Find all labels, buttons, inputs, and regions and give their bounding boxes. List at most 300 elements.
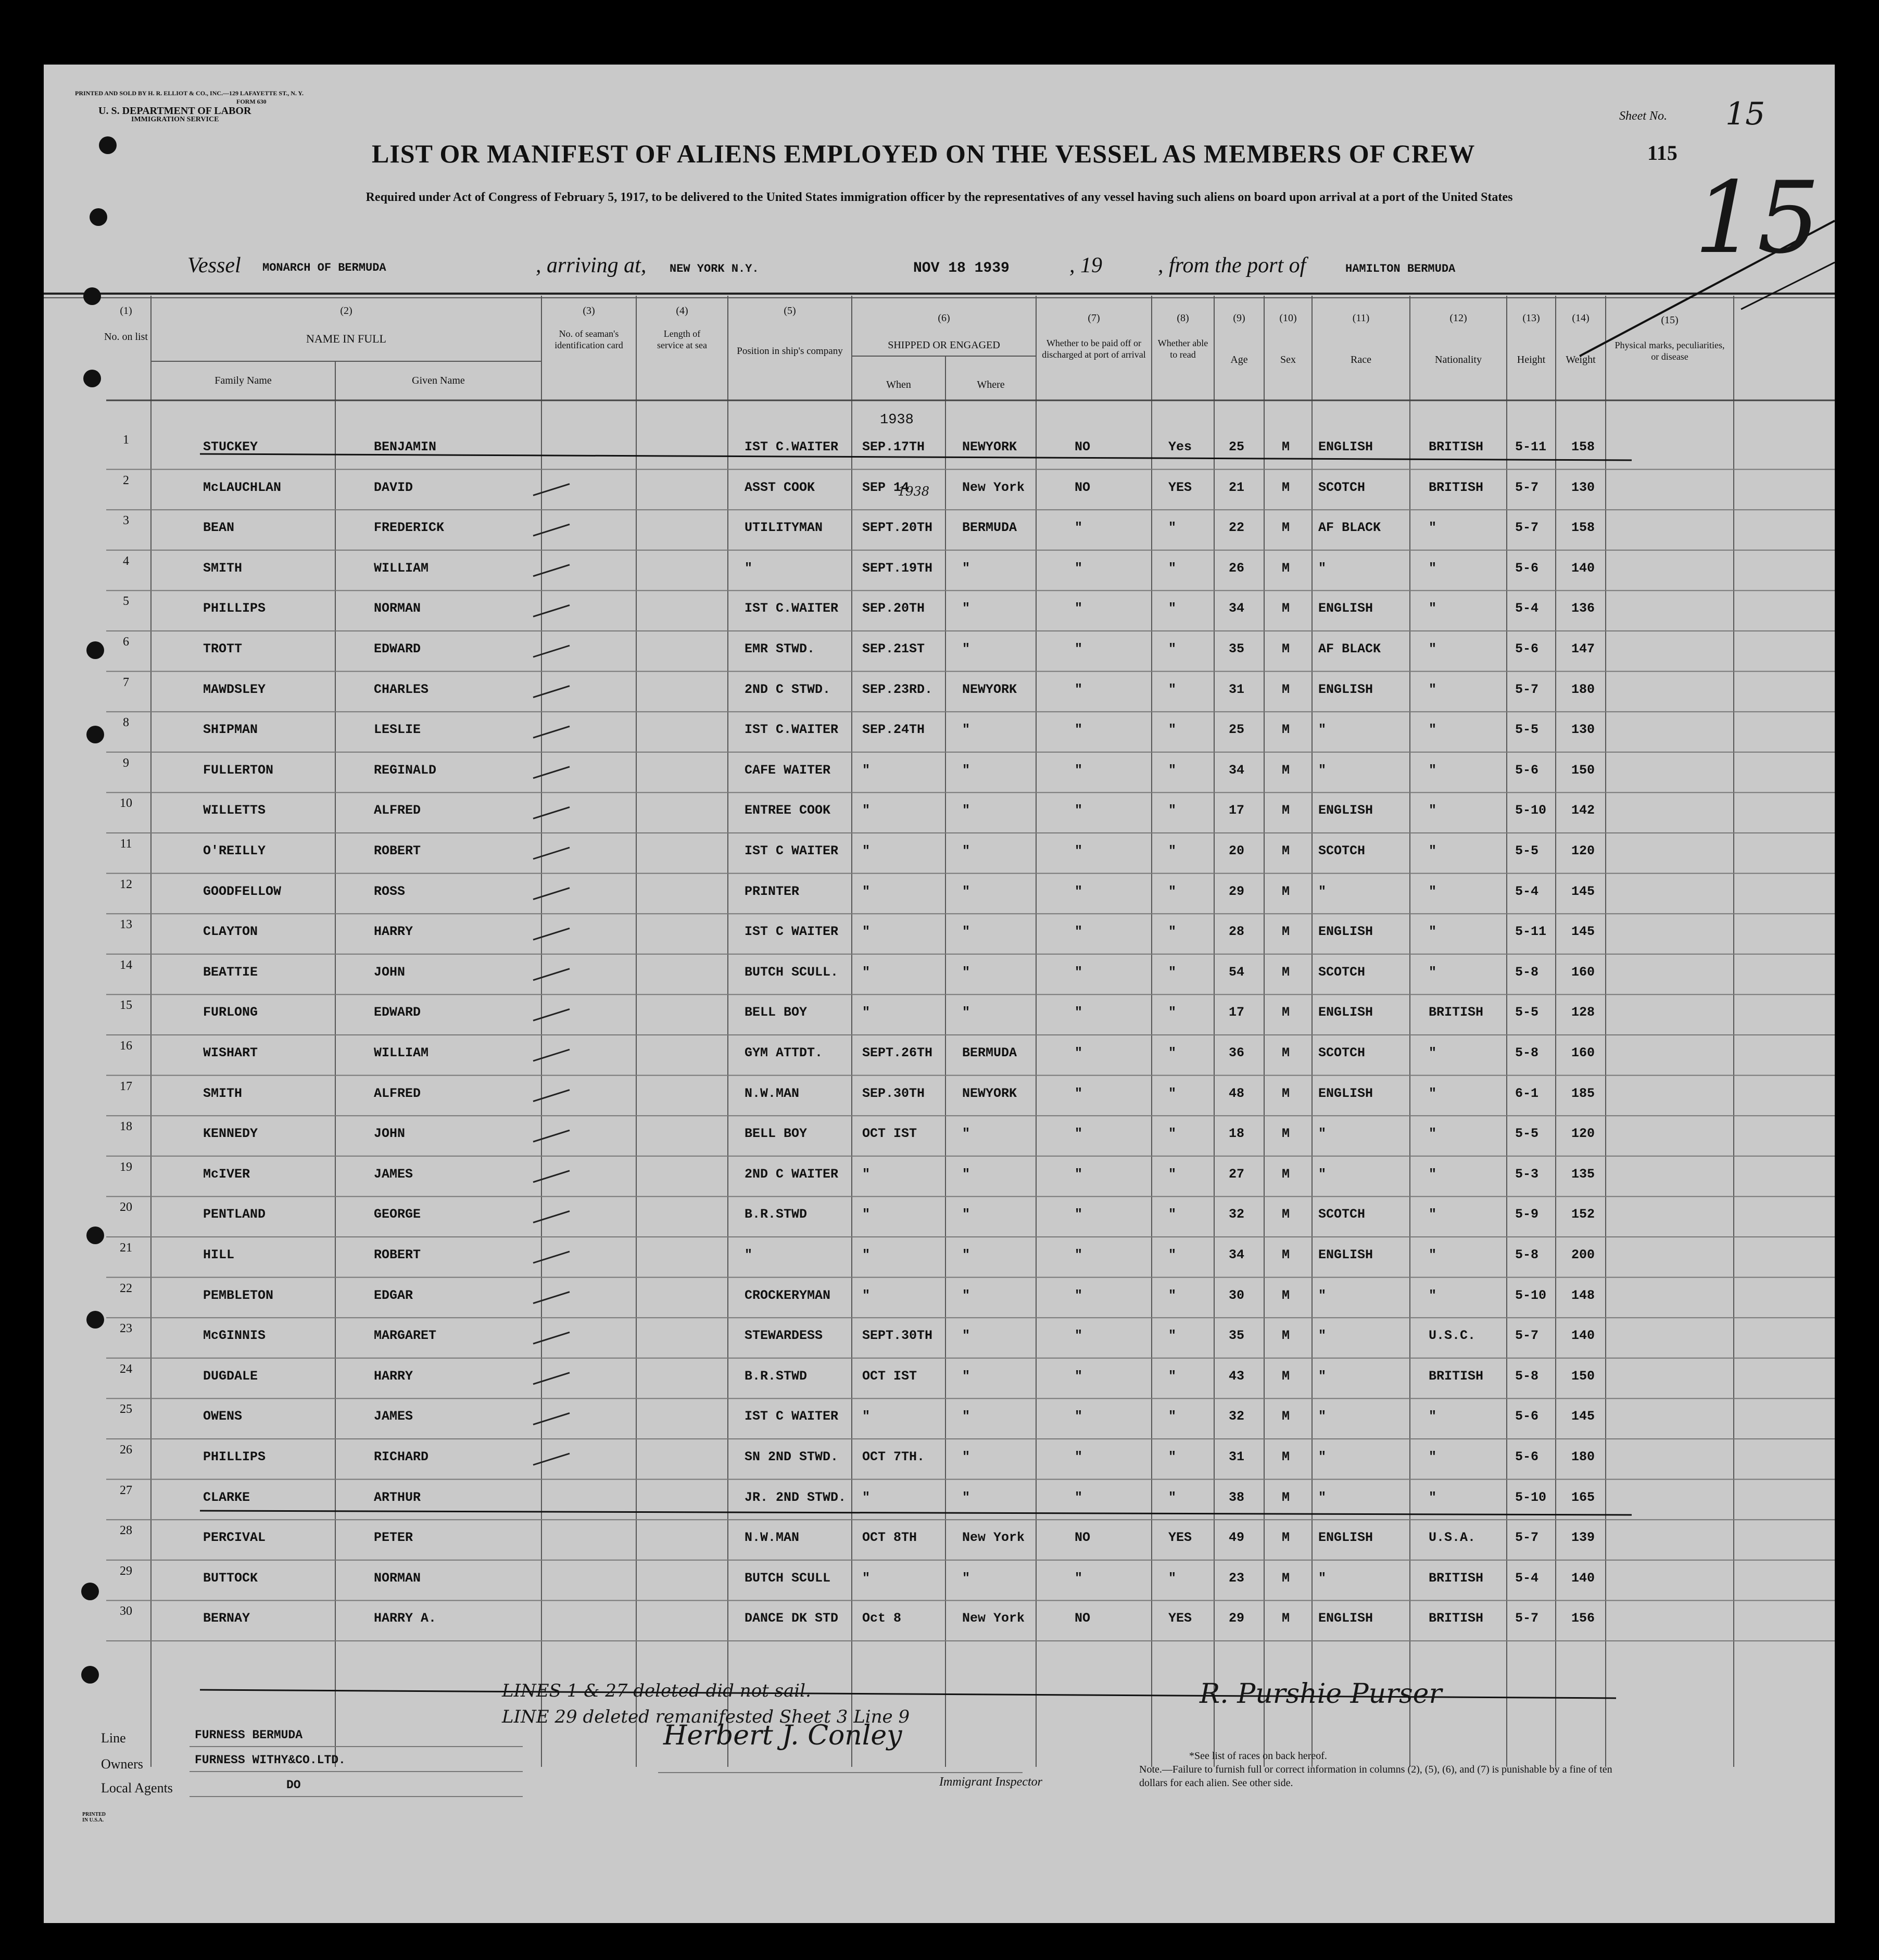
cell-given: HARRY A.: [374, 1611, 437, 1626]
cell-wt: 142: [1571, 803, 1595, 818]
cell-wt: 139: [1571, 1530, 1595, 1546]
cell-paid: ": [1075, 681, 1083, 697]
cell-pos: N.W.MAN: [745, 1085, 800, 1101]
cell-sex: M: [1282, 641, 1290, 656]
row-number: 18: [120, 1120, 132, 1134]
cell-when: ": [862, 803, 871, 818]
cell-where: ": [962, 1409, 970, 1424]
row-number: 30: [120, 1604, 132, 1618]
col10-header: Sex: [1280, 354, 1296, 365]
cell-wt: 165: [1571, 1489, 1595, 1505]
cell-family: KENNEDY: [203, 1126, 258, 1142]
col14-header: Weight: [1566, 354, 1596, 365]
cell-when: OCT 7TH.: [862, 1449, 925, 1464]
row-number: 9: [123, 756, 129, 770]
arrival-port: NEW YORK N.Y.: [670, 262, 759, 275]
cell-family: TROTT: [203, 641, 243, 656]
cell-family: McIVER: [203, 1166, 250, 1182]
cell-pos: CROCKERYMAN: [745, 1287, 831, 1303]
cell-paid: ": [1075, 1166, 1083, 1182]
cell-race: ": [1318, 1368, 1327, 1384]
cell-where: ": [962, 1166, 970, 1182]
cell-pos: SN 2ND STWD.: [745, 1449, 839, 1464]
cell-nat: ": [1429, 883, 1437, 899]
cell-paid: ": [1075, 924, 1083, 940]
binder-hole: [99, 136, 117, 154]
cell-when: ": [862, 1166, 871, 1182]
line-label: Line: [101, 1730, 126, 1746]
cell-family: CLARKE: [203, 1489, 250, 1505]
cell-nat: ": [1429, 1287, 1437, 1303]
cell-nat: ": [1429, 601, 1437, 616]
cell-age: 36: [1229, 1045, 1245, 1060]
owners-value: FURNESS WITHY&CO.LTD.: [195, 1753, 346, 1767]
cell-given: EDWARD: [374, 641, 421, 656]
cell-where: BERMUDA: [962, 1045, 1017, 1060]
row-number: 1: [123, 433, 129, 447]
cell-family: FURLONG: [203, 1005, 258, 1020]
cell-paid: ": [1075, 1287, 1083, 1303]
cell-pos: BUTCH SCULL.: [745, 964, 839, 980]
cell-ht: 5-5: [1515, 1126, 1539, 1142]
row-number: 4: [123, 554, 129, 568]
cell-wt: 156: [1571, 1611, 1595, 1626]
cell-nat: ": [1429, 843, 1437, 858]
cell-paid: ": [1075, 722, 1083, 738]
cell-sex: M: [1282, 803, 1290, 818]
cell-pos: ": [745, 1247, 753, 1262]
cell-race: ": [1318, 1570, 1327, 1586]
cell-read: ": [1168, 883, 1177, 899]
cell-sex: M: [1282, 1045, 1290, 1060]
cell-when: ": [862, 1005, 871, 1020]
cell-race: ENGLISH: [1318, 1530, 1373, 1546]
cell-paid: ": [1075, 1085, 1083, 1101]
binder-hole: [86, 641, 104, 659]
cell-where: ": [962, 1207, 970, 1222]
cell-where: ": [962, 924, 970, 940]
col4-number: (4): [676, 305, 688, 317]
cell-where: ": [962, 883, 970, 899]
cell-sex: M: [1282, 762, 1290, 778]
races-note: *See list of races on back hereof.: [1189, 1750, 1327, 1762]
cell-race: ": [1318, 1126, 1327, 1142]
cell-sex: M: [1282, 843, 1290, 858]
binder-hole: [81, 1666, 99, 1684]
year-label: , 19: [1069, 254, 1102, 277]
row-number: 20: [120, 1200, 132, 1215]
cell-race: ENGLISH: [1318, 439, 1373, 454]
cell-read: ": [1168, 560, 1177, 576]
cell-given: ARTHUR: [374, 1489, 421, 1505]
cell-paid: ": [1075, 762, 1083, 778]
col10-number: (10): [1279, 312, 1297, 324]
cell-where: New York: [962, 1530, 1025, 1546]
cell-pos: STEWARDESS: [745, 1328, 823, 1344]
cell-sex: M: [1282, 1611, 1290, 1626]
cell-race: SCOTCH: [1318, 1045, 1366, 1060]
cell-ht: 5-5: [1515, 843, 1539, 858]
cell-wt: 130: [1571, 722, 1595, 738]
cell-family: McLAUCHLAN: [203, 479, 282, 495]
col12-header: Nationality: [1435, 354, 1482, 365]
cell-paid: ": [1075, 1328, 1083, 1344]
cell-race: ": [1318, 1409, 1327, 1424]
cell-when: SEP.30TH: [862, 1085, 925, 1101]
cell-family: DUGDALE: [203, 1368, 258, 1384]
cell-nat: ": [1429, 803, 1437, 818]
cell-read: ": [1168, 1045, 1177, 1060]
row-number: 25: [120, 1402, 132, 1417]
cell-when: ": [862, 1409, 871, 1424]
cell-when: SEP.24TH: [862, 722, 925, 738]
col6-where-header: Where: [977, 379, 1005, 390]
cell-age: 29: [1229, 1611, 1245, 1626]
col7-header: Whether to be paid off or discharged at port of arrival: [1042, 338, 1146, 360]
cell-when: SEP 14: [862, 479, 910, 495]
cell-age: 31: [1229, 681, 1245, 697]
cell-read: ": [1168, 1449, 1177, 1464]
cell-pos: DANCE DK STD: [745, 1611, 839, 1626]
cell-when: ": [862, 1207, 871, 1222]
cell-age: 17: [1229, 803, 1245, 818]
cell-read: ": [1168, 1328, 1177, 1344]
cell-age: 34: [1229, 1247, 1245, 1262]
line-value: FURNESS BERMUDA: [195, 1728, 303, 1742]
sheet-number: 15: [1725, 96, 1765, 132]
cell-when: SEP.23RD.: [862, 681, 933, 697]
cell-family: O'REILLY: [203, 843, 266, 858]
cell-wt: 180: [1571, 681, 1595, 697]
cell-read: ": [1168, 520, 1177, 536]
purser-signature: R. Purshie Purser: [1200, 1678, 1442, 1710]
note-remanifested: LINE 29 deleted remanifested Sheet 3 Line 9: [502, 1706, 910, 1727]
cell-given: ROBERT: [374, 1247, 421, 1262]
col8-number: (8): [1177, 312, 1189, 324]
cell-age: 22: [1229, 520, 1245, 536]
cell-paid: ": [1075, 843, 1083, 858]
sheet-number-large: 15: [1694, 160, 1820, 275]
cell-ht: 5-6: [1515, 641, 1539, 656]
cell-age: 20: [1229, 843, 1245, 858]
page-title: LIST OR MANIFEST OF ALIENS EMPLOYED ON THE VESSEL AS MEMBERS OF CREW: [372, 139, 1476, 168]
cell-nat: ": [1429, 1207, 1437, 1222]
row-number: 19: [120, 1160, 132, 1174]
cell-when: ": [862, 964, 871, 980]
cell-paid: NO: [1075, 1611, 1091, 1626]
col3-number: (3): [583, 305, 595, 317]
col5-header: Position in ship's company: [737, 346, 843, 357]
cell-paid: ": [1075, 883, 1083, 899]
cell-paid: ": [1075, 1368, 1083, 1384]
cell-wt: 135: [1571, 1166, 1595, 1182]
row-number: 8: [123, 716, 129, 730]
cell-nat: ": [1429, 520, 1437, 536]
cell-paid: ": [1075, 560, 1083, 576]
cell-age: 49: [1229, 1530, 1245, 1546]
cell-wt: 148: [1571, 1287, 1595, 1303]
cell-age: 25: [1229, 722, 1245, 738]
cell-when: ": [862, 762, 871, 778]
cell-when: SEP.17TH: [862, 439, 925, 454]
cell-pos: BELL BOY: [745, 1005, 808, 1020]
cell-race: ENGLISH: [1318, 924, 1373, 940]
cell-read: ": [1168, 1005, 1177, 1020]
cell-sex: M: [1282, 722, 1290, 738]
cell-race: SCOTCH: [1318, 964, 1366, 980]
cell-family: PHILLIPS: [203, 1449, 266, 1464]
cell-ht: 5-6: [1515, 560, 1539, 576]
cell-ht: 5-10: [1515, 1287, 1547, 1303]
cell-ht: 5-4: [1515, 883, 1539, 899]
cell-when: SEPT.19TH: [862, 560, 933, 576]
cell-wt: 140: [1571, 560, 1595, 576]
cell-paid: NO: [1075, 479, 1091, 495]
cell-given: ALFRED: [374, 803, 421, 818]
cell-wt: 150: [1571, 762, 1595, 778]
cell-wt: 158: [1571, 520, 1595, 536]
cell-given: MARGARET: [374, 1328, 437, 1344]
cell-given: FREDERICK: [374, 520, 445, 536]
col2-number: (2): [340, 305, 352, 317]
cell-given: WILLIAM: [374, 560, 429, 576]
cell-ht: 5-8: [1515, 964, 1539, 980]
cell-wt: 145: [1571, 883, 1595, 899]
cell-given: HARRY: [374, 924, 413, 940]
cell-where: ": [962, 560, 970, 576]
cell-when: SEPT.20TH: [862, 520, 933, 536]
cell-family: SHIPMAN: [203, 722, 258, 738]
cell-where: ": [962, 843, 970, 858]
manifest-sheet: [44, 65, 1835, 1923]
cell-read: ": [1168, 1570, 1177, 1586]
cell-nat: ": [1429, 1126, 1437, 1142]
cell-given: PETER: [374, 1530, 413, 1546]
cell-nat: ": [1429, 1085, 1437, 1101]
cell-paid: NO: [1075, 439, 1091, 454]
cell-family: GOODFELLOW: [203, 883, 282, 899]
cell-pos: IST C.WAITER: [745, 439, 839, 454]
cell-pos: IST C.WAITER: [745, 601, 839, 616]
cell-ht: 5-4: [1515, 1570, 1539, 1586]
cell-given: GEORGE: [374, 1207, 421, 1222]
cell-age: 29: [1229, 883, 1245, 899]
cell-when: ": [862, 1247, 871, 1262]
cell-given: NORMAN: [374, 601, 421, 616]
col4-header: Length of service at sea: [657, 328, 707, 350]
cell-family: BERNAY: [203, 1611, 250, 1626]
cell-sex: M: [1282, 681, 1290, 697]
cell-pos: EMR STWD.: [745, 641, 815, 656]
cell-read: ": [1168, 1409, 1177, 1424]
cell-where: ": [962, 601, 970, 616]
cell-paid: ": [1075, 520, 1083, 536]
cell-paid: ": [1075, 1409, 1083, 1424]
col3-header: No. of seaman's identification card: [554, 328, 623, 350]
cell-wt: 140: [1571, 1328, 1595, 1344]
cell-when: OCT 8TH: [862, 1530, 917, 1546]
cell-when: ": [862, 883, 871, 899]
cell-sex: M: [1282, 1287, 1290, 1303]
cell-where: ": [962, 1287, 970, 1303]
cell-read: ": [1168, 803, 1177, 818]
col7-number: (7): [1088, 312, 1100, 324]
cell-ht: 5-7: [1515, 479, 1539, 495]
cell-family: OWENS: [203, 1409, 243, 1424]
cell-where: ": [962, 1489, 970, 1505]
col14-number: (14): [1572, 312, 1590, 324]
cell-race: ": [1318, 1328, 1327, 1344]
cell-where: ": [962, 641, 970, 656]
cell-sex: M: [1282, 1409, 1290, 1424]
col15-header: Physical marks, peculiarities, or disease: [1615, 340, 1725, 362]
cell-wt: 145: [1571, 1409, 1595, 1424]
cell-pos: BELL BOY: [745, 1126, 808, 1142]
col11-header: Race: [1351, 354, 1371, 365]
cell-age: 48: [1229, 1085, 1245, 1101]
row-number: 23: [120, 1322, 132, 1336]
cell-nat: BRITISH: [1429, 1005, 1484, 1020]
cell-read: ": [1168, 1126, 1177, 1142]
cell-read: YES: [1168, 1530, 1192, 1546]
cell-pos: GYM ATTDT.: [745, 1045, 823, 1060]
cell-family: HILL: [203, 1247, 235, 1262]
cell-sex: M: [1282, 1449, 1290, 1464]
cell-read: ": [1168, 681, 1177, 697]
cell-nat: ": [1429, 1409, 1437, 1424]
cell-nat: ": [1429, 1166, 1437, 1182]
cell-race: ENGLISH: [1318, 1611, 1373, 1626]
cell-nat: ": [1429, 641, 1437, 656]
col2-given-header: Given Name: [412, 375, 465, 386]
cell-sex: M: [1282, 520, 1290, 536]
binder-hole: [81, 1583, 99, 1600]
cell-race: ENGLISH: [1318, 803, 1373, 818]
cell-pos: ENTREE COOK: [745, 803, 831, 818]
col8-header: Whether able to read: [1157, 338, 1208, 360]
cell-nat: ": [1429, 722, 1437, 738]
cell-paid: ": [1075, 803, 1083, 818]
cell-family: PENTLAND: [203, 1207, 266, 1222]
cell-nat: ": [1429, 681, 1437, 697]
row-number: 26: [120, 1443, 132, 1457]
inspector-signature: Herbert J. Conley: [663, 1720, 902, 1751]
cell-pos: ASST COOK: [745, 479, 815, 495]
cell-wt: 160: [1571, 964, 1595, 980]
row-number: 27: [120, 1483, 132, 1497]
cell-when: Oct 8: [862, 1611, 902, 1626]
cell-when: SEPT.26TH: [862, 1045, 933, 1060]
cell-where: NEWYORK: [962, 681, 1017, 697]
arriving-label: , arriving at,: [536, 254, 647, 277]
cell-given: EDGAR: [374, 1287, 413, 1303]
cell-race: SCOTCH: [1318, 479, 1366, 495]
cell-race: AF BLACK: [1318, 520, 1381, 536]
cell-race: ENGLISH: [1318, 601, 1373, 616]
cell-given: ROBERT: [374, 843, 421, 858]
cell-nat: ": [1429, 762, 1437, 778]
cell-wt: 130: [1571, 479, 1595, 495]
cell-family: SMITH: [203, 560, 243, 576]
binder-hole: [86, 1226, 104, 1244]
cell-race: ENGLISH: [1318, 1247, 1373, 1262]
cell-ht: 5-6: [1515, 762, 1539, 778]
cell-nat: BRITISH: [1429, 1368, 1484, 1384]
arrival-date: NOV 18 1939: [913, 260, 1010, 276]
col6-number: (6): [938, 312, 950, 324]
cell-wt: 150: [1571, 1368, 1595, 1384]
row-number: 17: [120, 1079, 132, 1093]
row-number: 10: [120, 796, 132, 811]
cell-ht: 5-11: [1515, 439, 1547, 454]
cell-where: ": [962, 762, 970, 778]
cell-wt: 136: [1571, 601, 1595, 616]
agents-label: Local Agents: [101, 1780, 173, 1795]
cell-nat: ": [1429, 560, 1437, 576]
cell-wt: 158: [1571, 439, 1595, 454]
cell-when: SEPT.30TH: [862, 1328, 933, 1344]
cell-when: OCT IST: [862, 1368, 917, 1384]
cell-ht: 5-7: [1515, 1530, 1539, 1546]
cell-read: ": [1168, 1287, 1177, 1303]
cell-ht: 5-10: [1515, 803, 1547, 818]
binder-hole: [86, 726, 104, 743]
cell-pos: IST C WAITER: [745, 843, 839, 858]
binder-hole: [83, 370, 101, 387]
cell-ht: 5-7: [1515, 681, 1539, 697]
cell-ht: 5-6: [1515, 1409, 1539, 1424]
cell-age: 23: [1229, 1570, 1245, 1586]
cell-paid: ": [1075, 1207, 1083, 1222]
cell-nat: ": [1429, 1045, 1437, 1060]
cell-paid: ": [1075, 641, 1083, 656]
cell-read: ": [1168, 762, 1177, 778]
cell-given: DAVID: [374, 479, 413, 495]
cell-family: BUTTOCK: [203, 1570, 258, 1586]
cell-wt: 160: [1571, 1045, 1595, 1060]
cell-read: ": [1168, 1247, 1177, 1262]
cell-pos: N.W.MAN: [745, 1530, 800, 1546]
page-subtitle: Required under Act of Congress of February 5, 1917, to be delivered to the United States immigration officer by the representatives of any vessel having such aliens on board upon arrival at a port of the United States: [365, 191, 1513, 204]
cell-sex: M: [1282, 601, 1290, 616]
cell-pos: UTILITYMAN: [745, 520, 823, 536]
cell-age: 32: [1229, 1207, 1245, 1222]
cell-paid: NO: [1075, 1530, 1091, 1546]
cell-family: PERCIVAL: [203, 1530, 266, 1546]
cell-given: JAMES: [374, 1409, 413, 1424]
cell-sex: M: [1282, 1328, 1290, 1344]
cell-read: ": [1168, 722, 1177, 738]
cell-sex: M: [1282, 1005, 1290, 1020]
col15-number: (15): [1661, 314, 1679, 326]
cell-where: ": [962, 1328, 970, 1344]
cell-race: ": [1318, 883, 1327, 899]
cell-sex: M: [1282, 1207, 1290, 1222]
cell-age: 43: [1229, 1368, 1245, 1384]
cell-race: ": [1318, 762, 1327, 778]
cell-given: NORMAN: [374, 1570, 421, 1586]
cell-race: ": [1318, 722, 1327, 738]
note-deleted-lines: LINES 1 & 27 deleted did not sail.: [502, 1680, 811, 1701]
cell-given: ALFRED: [374, 1085, 421, 1101]
cell-sex: M: [1282, 1489, 1290, 1505]
col1-number: (1): [120, 305, 132, 317]
row-number: 3: [123, 514, 129, 528]
sheet-label: Sheet No.: [1619, 109, 1667, 123]
cell-read: ": [1168, 1207, 1177, 1222]
vessel-label: Vessel: [187, 254, 241, 277]
cell-sex: M: [1282, 924, 1290, 940]
